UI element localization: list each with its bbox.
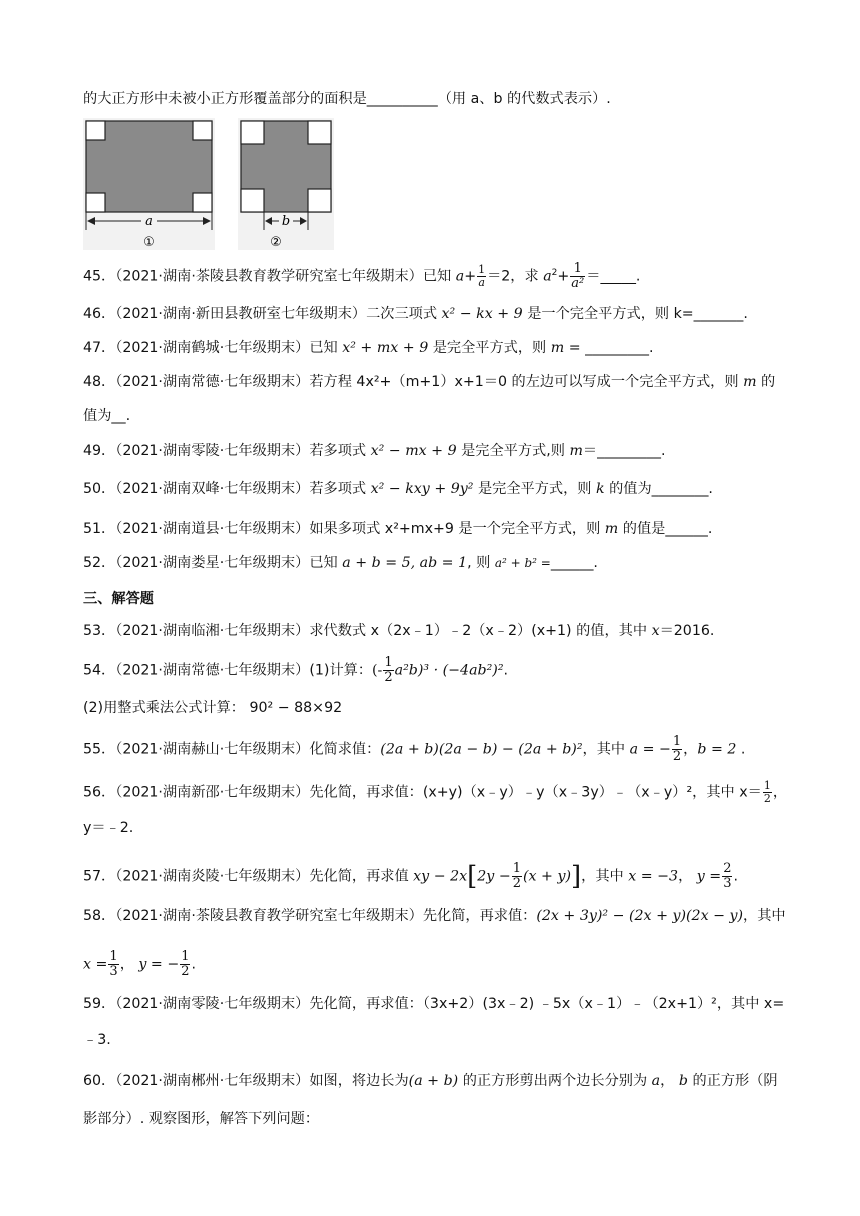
figure-1 bbox=[83, 118, 215, 250]
figure-1-caption: ① bbox=[143, 235, 155, 250]
problem-52-source: 52．（2021·湖南娄星·七年级期末） bbox=[83, 555, 310, 571]
problem-55-source: 55．（2021·湖南赫山·七年级期末） bbox=[83, 741, 310, 758]
problem-56-source: 56．（2021·湖南新邵·七年级期末） bbox=[83, 784, 310, 801]
figure-2-caption: ② bbox=[270, 235, 282, 250]
fraction-one-half: $\frac{1}{2}$ bbox=[763, 779, 771, 805]
fraction-one-half: $\frac{1}{2}$ bbox=[672, 734, 682, 764]
problem-45: 45．（2021·湖南·茶陵县教育教学研究室七年级期末）已知 a+ $\frac{1}{a}$ ＝2，求 $a^2+$ $\frac{1}{\text{a²}}$ ＝_____. bbox=[83, 261, 641, 292]
problem-54-part-2: (2)用整式乘法公式计算： 90² − 88×92 bbox=[83, 700, 343, 716]
intro-line: 的大正方形中未被小正方形覆盖部分的面积是__________（用 a、b 的代数式表示）. bbox=[83, 91, 611, 107]
problem-45-source: 45．（2021·湖南·茶陵县教育教学研究室七年级期末） bbox=[83, 268, 423, 285]
problem-55: 55．（2021·湖南赫山·七年级期末）化简求值：(2a + b)(2a − b) − (2a + b)²，其中 a = − $\frac{1}{2}$ ，b = 2 . bbox=[83, 734, 746, 764]
problem-50: 50．（2021·湖南双峰·七年级期末）若多项式 x² − kxy + 9y² 是完全平方式，则 k 的值为________. bbox=[83, 481, 713, 497]
problem-46: 46．（2021·湖南·新田县教研室七年级期末）二次三项式 x² − kx + 9 是一个完全平方式，则 k=_______. bbox=[83, 306, 748, 322]
problem-53: 53．（2021·湖南临湘·七年级期末）求代数式 x（2x﹣1）﹣2（x﹣2）(x+1) 的值，其中 x＝2016. bbox=[83, 623, 715, 639]
problem-60: 60．（2021·湖南郴州·七年级期末）如图，将边长为(a + b) 的正方形剪出两个边长分别为 a， b 的正方形（阴 bbox=[83, 1073, 778, 1089]
problem-57-source: 57．（2021·湖南炎陵·七年级期末） bbox=[83, 868, 310, 885]
problem-47-source: 47．（2021·湖南鹤城·七年级期末） bbox=[83, 340, 310, 356]
problem-48-source: 48．（2021·湖南常德·七年级期末） bbox=[83, 374, 310, 390]
problem-49-source: 49．（2021·湖南零陵·七年级期末） bbox=[83, 443, 310, 459]
problem-58-source: 58．（2021·湖南·茶陵县教育教学研究室七年级期末） bbox=[83, 908, 423, 924]
right-bracket: ] bbox=[571, 861, 582, 892]
problem-48-cont: 值为__. bbox=[83, 408, 131, 424]
problem-52: 52．（2021·湖南娄星·七年级期末）已知 a + b = 5, ab = 1, 则 a² + b² =______. bbox=[83, 555, 598, 571]
problem-47: 47．（2021·湖南鹤城·七年级期末）已知 x² + mx + 9 是完全平方式，则 m = _________. bbox=[83, 340, 654, 356]
problem-59: 59．（2021·湖南零陵·七年级期末）先化简，再求值：（3x+2）(3x﹣2) ﹣5x（x﹣1）﹣（2x+1）²，其中 x= bbox=[83, 996, 785, 1012]
left-bracket: [ bbox=[467, 861, 478, 892]
problem-48: 48．（2021·湖南常德·七年级期末）若方程 4x²+（m+1）x+1＝0 的左边可以写成一个完全平方式，则 m 的 bbox=[83, 374, 776, 390]
problem-58-cont: x = $\frac{1}{3}$ ， y = − $\frac{1}{2}$ . bbox=[83, 949, 196, 979]
fraction-one-half: $\frac{1}{2}$ bbox=[181, 949, 190, 979]
problem-56-cont: y＝﹣2. bbox=[83, 820, 134, 836]
fraction-one-third: $\frac{1}{3}$ bbox=[109, 949, 118, 979]
fraction-1-over-a: $\frac{1}{a}$ bbox=[478, 263, 486, 290]
problem-59-source: 59．（2021·湖南零陵·七年级期末） bbox=[83, 996, 310, 1012]
problem-51-source: 51．（2021·湖南道县·七年级期末） bbox=[83, 521, 310, 537]
problem-60-source: 60．（2021·湖南郴州·七年级期末） bbox=[83, 1073, 310, 1089]
problem-51: 51．（2021·湖南道县·七年级期末）如果多项式 x²+mx+9 是一个完全平方式，则 m 的值是______. bbox=[83, 521, 713, 537]
problem-50-source: 50．（2021·湖南双峰·七年级期末） bbox=[83, 481, 310, 497]
fraction-one-half: $\frac{1}{2}$ bbox=[512, 861, 522, 891]
problem-53-source: 53．（2021·湖南临湘·七年级期末） bbox=[83, 623, 310, 639]
problem-59-cont: ﹣3. bbox=[83, 1032, 111, 1048]
fraction-one-half: $\frac{1}{2}$ bbox=[384, 655, 393, 685]
figure-2-dim-label: b bbox=[281, 214, 291, 229]
problem-54-source: 54．（2021·湖南常德·七年级期末） bbox=[83, 662, 310, 679]
problem-56: 56．（2021·湖南新邵·七年级期末）先化简，再求值：(x+y)（x﹣y）﹣y（x﹣3y）﹣（x﹣y）²，其中 x＝ $\frac{1}{2}$ ， bbox=[83, 779, 788, 805]
problem-57: 57．（2021·湖南炎陵·七年级期末）先化简，再求值 xy − 2x[2y − $\frac{1}{2}$ (x + y)]，其中 x = −3， y = $\frac{2}{3}$ . bbox=[83, 861, 738, 892]
problem-54: 54．（2021·湖南常德·七年级期末）(1)计算：(- $\frac{1}{2}$ a²b)³ · (−4ab²)². bbox=[83, 655, 509, 685]
figure-1-dim-label: a bbox=[145, 214, 153, 229]
fraction-1-over-a-squared: $\frac{1}{\text{a²}}$ bbox=[571, 261, 585, 292]
fraction-two-thirds: $\frac{2}{3}$ bbox=[723, 861, 732, 891]
problem-58: 58．（2021·湖南·茶陵县教育教学研究室七年级期末）先化简，再求值：(2x + 3y)² − (2x + y)(2x − y)，其中 bbox=[83, 908, 786, 924]
section-heading: 三、解答题 bbox=[83, 591, 154, 607]
problem-60-cont: 影部分）. 观察图形，解答下列问题： bbox=[83, 1111, 320, 1127]
figure-2 bbox=[238, 118, 334, 250]
problem-46-source: 46．（2021·湖南·新田县教研室七年级期末） bbox=[83, 306, 367, 322]
problem-49: 49．（2021·湖南零陵·七年级期末）若多项式 x² − mx + 9 是完全平方式,则 m＝_________. bbox=[83, 443, 666, 459]
